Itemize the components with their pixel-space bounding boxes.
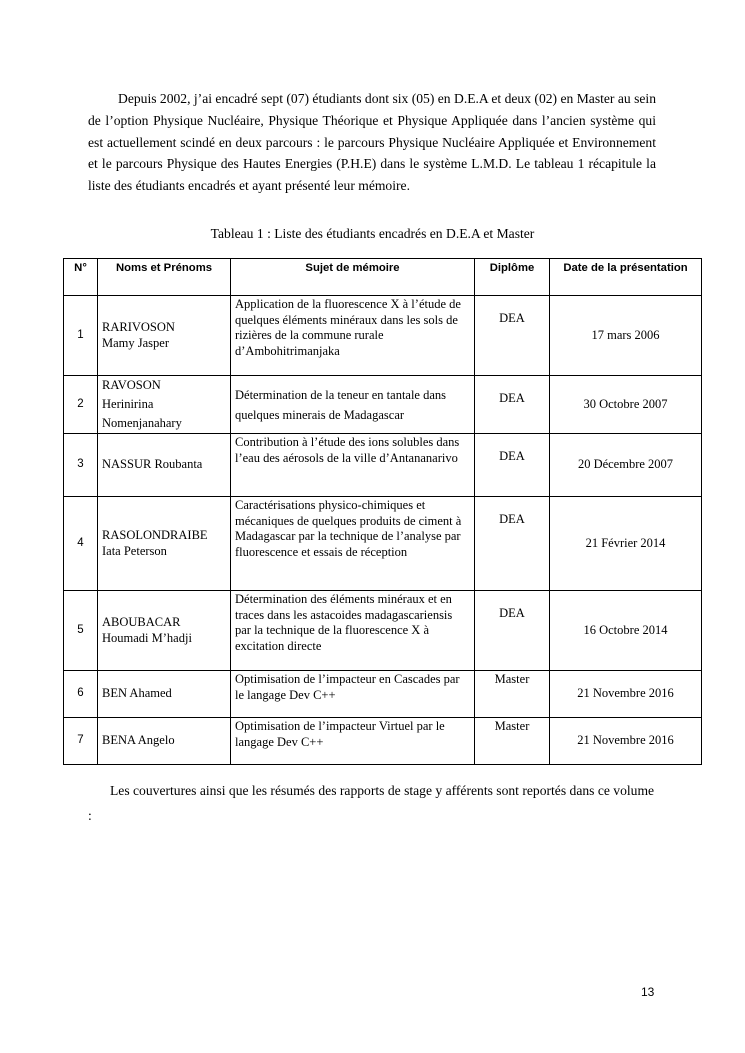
- row-sujet: Détermination des éléments minéraux et en traces dans les astacoides madagascariensis par la technique de la fluorescence X à excitation directe: [231, 591, 475, 671]
- outro-paragraph: [88, 778, 658, 828]
- table-row: [64, 671, 702, 718]
- row-diplome: DEA: [475, 497, 550, 591]
- name-line: RARIVOSON: [102, 319, 175, 334]
- row-diplome: DEA: [475, 296, 550, 376]
- row-date: 20 Décembre 2007: [550, 434, 702, 497]
- table-header-row: [64, 259, 702, 296]
- table-caption: Tableau 1 : Liste des étudiants encadrés en D.E.A et Master: [210, 226, 535, 241]
- row-sujet: Application de la fluorescence X à l’étude de quelques éléments minéraux dans les sols de rizières de la commune rurale d’Ambohitrimanjaka: [231, 296, 475, 376]
- row-date: 21 Novembre 2016: [550, 671, 702, 718]
- table-row: [64, 376, 702, 434]
- name-line: NASSUR Roubanta: [102, 457, 203, 472]
- row-sujet: Caractérisations physico-chimiques et mécaniques de quelques produits de ciment à Madagascar par la technique de l’analyse par fluorescence et essais de réception: [231, 497, 475, 591]
- row-name: [98, 434, 231, 497]
- row-name: [98, 718, 231, 765]
- row-diplome: Master: [475, 718, 550, 765]
- row-date: 16 Octobre 2014: [550, 591, 702, 671]
- row-diplome: DEA: [475, 591, 550, 671]
- students-table: [63, 258, 702, 765]
- row-num: 6: [64, 671, 98, 718]
- table-row: [64, 497, 702, 591]
- name-line: BEN Ahamed: [102, 686, 172, 701]
- row-name: [98, 591, 231, 671]
- row-date: 17 mars 2006: [550, 296, 702, 376]
- row-sujet: Optimisation de l’impacteur Virtuel par le langage Dev C++: [231, 718, 475, 765]
- header-name: Noms et Prénoms: [98, 259, 231, 296]
- header-diplome: Diplôme: [475, 259, 550, 296]
- header-date: Date de la présentation: [550, 259, 702, 296]
- row-num: 4: [64, 497, 98, 591]
- table-row: [64, 591, 702, 671]
- row-name: [98, 376, 231, 434]
- row-num: 1: [64, 296, 98, 376]
- header-num: N°: [64, 259, 98, 296]
- name-line: Mamy Jasper: [102, 335, 169, 350]
- row-name: [98, 497, 231, 591]
- row-diplome: DEA: [475, 376, 550, 434]
- name-line: Nomenjanahary: [102, 416, 182, 430]
- row-sujet: Détermination de la teneur en tantale dans quelques minerais de Madagascar: [231, 376, 475, 434]
- row-name: [98, 671, 231, 718]
- row-date: 21 Février 2014: [550, 497, 702, 591]
- row-date: 21 Novembre 2016: [550, 718, 702, 765]
- row-diplome: DEA: [475, 434, 550, 497]
- table-row: [64, 434, 702, 497]
- row-name: [98, 296, 231, 376]
- row-sujet: Optimisation de l’impacteur en Cascades par le langage Dev C++: [231, 671, 475, 718]
- row-diplome: Master: [475, 671, 550, 718]
- table-row: [64, 296, 702, 376]
- row-sujet: Contribution à l’étude des ions solubles dans l’eau des aérosols de la ville d’Antananarivo: [231, 434, 475, 497]
- table-row: [64, 718, 702, 765]
- name-line: BENA Angelo: [102, 733, 175, 748]
- row-num: 5: [64, 591, 98, 671]
- page-number: 13: [641, 985, 655, 999]
- name-line: ABOUBACAR: [102, 614, 181, 629]
- name-line: Iata Peterson: [102, 543, 167, 558]
- row-num: 3: [64, 434, 98, 497]
- name-line: RASOLONDRAIBE: [102, 527, 208, 542]
- row-num: 2: [64, 376, 98, 434]
- intro-text: Depuis 2002, j’ai encadré sept (07) étudiants dont six (05) en D.E.A et deux (02) en Master au sein de l’option Physique Nucléaire, Physique Théorique et Physique Appliquée dans l’ancien système qui est actuellement scindé en deux parcours : le parcours Physique Nucléaire Appliquée et Environnement et le parcours Physique des Hautes Energies (P.H.E) dans le système L.M.D. Le tableau 1 récapitule la liste des étudiants encadrés et ayant présenté leur mémoire.: [88, 91, 656, 194]
- row-date: 30 Octobre 2007: [550, 376, 702, 434]
- name-line: Houmadi M’hadji: [102, 630, 192, 645]
- name-line: Herinirina: [102, 397, 154, 411]
- name-line: RAVOSON: [102, 378, 161, 392]
- outro-text: Les couvertures ainsi que les résumés des rapports de stage y afférents sont reportés dans ce volume :: [88, 783, 655, 823]
- intro-paragraph: [88, 88, 656, 197]
- row-num: 7: [64, 718, 98, 765]
- header-sujet: Sujet de mémoire: [231, 259, 475, 296]
